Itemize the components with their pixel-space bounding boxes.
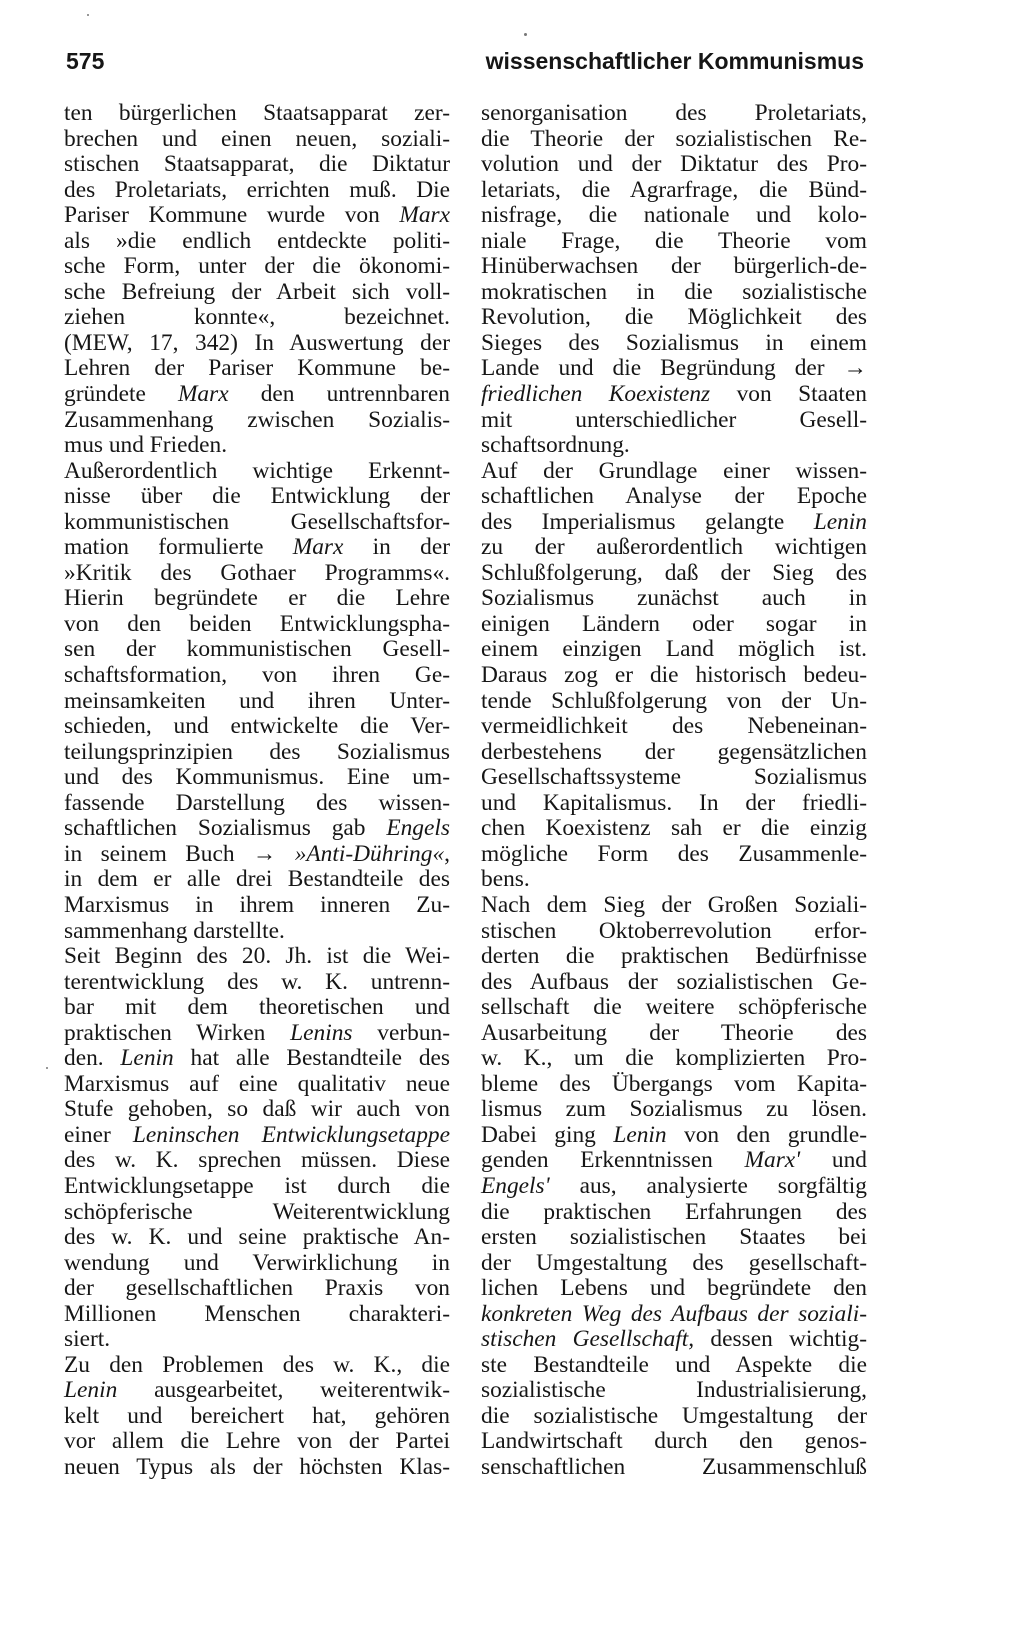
text-segment: hat alle Bestandteile des xyxy=(173,1045,451,1072)
text-segment: Gesellschaftssysteme Sozialismus xyxy=(481,764,867,791)
italic-text: Marx xyxy=(177,381,229,408)
text-segment: zu der außerordentlich wichtigen xyxy=(481,534,867,561)
text-segment: der gesellschaftlichen Praxis von xyxy=(64,1275,450,1302)
text-segment: brechen und einen neuen, soziali- xyxy=(64,125,450,152)
text-segment: stischen Staatsapparat, die Diktatur xyxy=(64,151,450,178)
italic-text: Lenin xyxy=(613,1121,667,1148)
text-segment: terentwicklung des w. K. untrenn- xyxy=(64,968,450,995)
italic-text: »Anti-Dühring« xyxy=(294,840,445,867)
text-line xyxy=(64,1429,450,1455)
italic-text: stischen Gesellschaft, xyxy=(481,1326,695,1353)
text-segment: ersten sozialistischen Staates bei xyxy=(481,1224,867,1251)
text-segment: den. xyxy=(64,1045,121,1072)
text-segment: die praktischen Erfahrungen des xyxy=(481,1198,867,1225)
text-segment: Hierin begründete er die Lehre xyxy=(64,585,450,612)
text-line xyxy=(64,842,450,868)
text-line xyxy=(64,740,450,766)
text-segment: aus, analysierte sorgfältig xyxy=(549,1172,867,1199)
scan-speck xyxy=(87,14,89,16)
text-segment: in seinem Buch → xyxy=(64,840,295,867)
text-segment: des Proletariats, errichten muß. Die xyxy=(64,176,450,203)
text-line xyxy=(64,459,450,485)
text-line xyxy=(481,1148,867,1174)
text-line xyxy=(481,1276,867,1302)
text-segment: verbun- xyxy=(352,1019,450,1046)
text-segment: Seit Beginn des 20. Jh. ist die Wei- xyxy=(64,943,450,970)
text-line xyxy=(64,229,450,255)
text-line xyxy=(481,995,867,1021)
text-segment: genden Erkenntnissen xyxy=(481,1147,745,1174)
text-line xyxy=(481,689,867,715)
text-segment: niale Frage, die Theorie vom xyxy=(481,227,867,254)
text-line xyxy=(481,1404,867,1430)
text-segment: schaftsformation, von ihren Ge- xyxy=(64,662,450,689)
italic-text: Engels xyxy=(386,815,450,842)
text-line xyxy=(64,612,450,638)
text-line xyxy=(481,919,867,945)
text-segment: letariats, die Agrarfrage, die Bünd- xyxy=(481,176,867,203)
text-line xyxy=(481,561,867,587)
text-line xyxy=(64,510,450,536)
text-line xyxy=(481,714,867,740)
text-segment: derbestehens der gegensätzlichen xyxy=(481,738,867,765)
text-segment: , xyxy=(444,840,450,867)
text-line xyxy=(64,791,450,817)
text-line xyxy=(481,356,867,382)
text-line xyxy=(64,203,450,229)
text-segment: des w. K. sprechen müssen. Diese xyxy=(64,1147,450,1174)
text-segment: mation formulierte xyxy=(64,534,293,561)
text-line xyxy=(481,484,867,510)
text-line xyxy=(481,254,867,280)
text-line xyxy=(481,382,867,408)
text-line xyxy=(481,1225,867,1251)
text-segment: ziehen konnte«, bezeichnet. xyxy=(64,304,450,331)
text-line xyxy=(64,816,450,842)
text-line xyxy=(64,765,450,791)
text-segment: lichen Lebens und begründete den xyxy=(481,1275,867,1302)
text-line xyxy=(481,510,867,536)
text-line xyxy=(481,535,867,561)
text-line xyxy=(64,280,450,306)
italic-text: Marx xyxy=(399,202,450,229)
text-segment: einem einzigen Land möglich ist. xyxy=(481,636,867,663)
text-segment: Zu den Problemen des w. K., die xyxy=(64,1351,450,1378)
text-line xyxy=(64,1148,450,1174)
text-segment: lismus zum Sozialismus zu lösen. xyxy=(481,1096,867,1123)
text-segment: des Imperialismus gelangte xyxy=(481,508,814,535)
text-line xyxy=(64,893,450,919)
text-line xyxy=(481,331,867,357)
text-line xyxy=(64,1276,450,1302)
text-segment: schöpferische Weiterentwicklung xyxy=(64,1198,450,1225)
text-segment: schaftlichen Sozialismus gab xyxy=(64,815,387,842)
text-line xyxy=(481,1251,867,1277)
text-segment: kelt und bereichert hat, gehören xyxy=(64,1402,450,1429)
text-line xyxy=(481,305,867,331)
text-segment: w. K., um die komplizierten Pro- xyxy=(481,1045,867,1072)
text-segment: derten die praktischen Bedürfnisse xyxy=(481,943,867,970)
text-segment: wendung und Verwirklichung in xyxy=(64,1249,450,1276)
text-line xyxy=(481,944,867,970)
text-line xyxy=(481,1353,867,1379)
text-line xyxy=(64,919,450,945)
italic-text: Engels' xyxy=(481,1172,550,1199)
text-line xyxy=(64,1072,450,1098)
text-line xyxy=(64,1327,450,1353)
text-line xyxy=(64,1123,450,1149)
text-line xyxy=(64,178,450,204)
text-segment: kommunistischen Gesellschaftsfor- xyxy=(64,508,450,535)
text-line xyxy=(481,893,867,919)
text-segment: Lehren der Pariser Kommune be- xyxy=(64,355,450,382)
text-segment: Dabei ging xyxy=(481,1121,614,1148)
text-line xyxy=(64,331,450,357)
text-line xyxy=(481,203,867,229)
text-line xyxy=(64,1174,450,1200)
text-segment: des Aufbaus der sozialistischen Ge- xyxy=(481,968,867,995)
text-segment: neuen Typus als der höchsten Klas- xyxy=(64,1453,450,1480)
text-segment: teilungsprinzipien des Sozialismus xyxy=(64,738,450,765)
text-line xyxy=(481,433,867,459)
text-line xyxy=(481,1429,867,1455)
text-segment: stischen Oktoberrevolution erfor- xyxy=(481,917,867,944)
text-line xyxy=(481,765,867,791)
text-line xyxy=(481,101,867,127)
text-line xyxy=(481,1174,867,1200)
text-line xyxy=(481,459,867,485)
italic-text: friedlichen Koexistenz xyxy=(481,381,711,408)
text-line xyxy=(481,740,867,766)
text-segment: sen der kommunistischen Gesell- xyxy=(64,636,450,663)
italic-text: Marx' xyxy=(744,1147,801,1174)
text-line xyxy=(64,1200,450,1226)
text-segment: schaftlichen Analyse der Epoche xyxy=(481,483,867,510)
text-segment: siert. xyxy=(64,1326,111,1353)
text-segment: Daraus zog er die historisch bedeu- xyxy=(481,662,867,689)
text-line xyxy=(481,1378,867,1404)
text-line xyxy=(64,305,450,331)
text-segment: mit unterschiedlicher Gesell- xyxy=(481,406,867,433)
text-segment: schaftsordnung. xyxy=(481,432,630,459)
text-segment: Lande und die Begründung der → xyxy=(481,355,867,382)
text-line xyxy=(481,1046,867,1072)
italic-text: Lenin xyxy=(813,508,867,535)
text-line xyxy=(64,995,450,1021)
text-segment: Sozialismus zunächst auch in xyxy=(481,585,867,612)
text-segment: Entwicklungsetappe ist durch die xyxy=(64,1172,450,1199)
text-segment: Marxismus in ihrem inneren Zu- xyxy=(64,891,450,918)
text-segment: dessen wichtig- xyxy=(694,1326,867,1353)
page-header xyxy=(66,48,864,84)
text-segment: Landwirtschaft durch den genos- xyxy=(481,1428,867,1455)
italic-text: Lenin xyxy=(64,1377,118,1404)
scan-speck xyxy=(46,1067,48,1069)
text-segment: in der xyxy=(343,534,450,561)
italic-text: Lenins xyxy=(290,1019,353,1046)
text-line xyxy=(64,535,450,561)
text-segment: Zusammenhang zwischen Sozialis- xyxy=(64,406,450,433)
text-segment: den untrennbaren xyxy=(228,381,450,408)
text-segment: sellschaft die weitere schöpferische xyxy=(481,994,867,1021)
text-line xyxy=(64,408,450,434)
text-segment: Stufe gehoben, so daß wir auch von xyxy=(64,1096,450,1123)
running-head: wissenschaftlicher Kommunismus xyxy=(485,48,864,74)
scan-speck xyxy=(524,33,527,36)
text-segment: Sieges des Sozialismus in einem xyxy=(481,329,867,356)
text-segment: mus und Frieden. xyxy=(64,432,228,459)
text-segment: in dem er alle drei Bestandteile des xyxy=(64,866,450,893)
text-segment: volution und der Diktatur des Pro- xyxy=(481,151,867,178)
text-line xyxy=(481,280,867,306)
text-line xyxy=(64,561,450,587)
text-segment: vor allem die Lehre von der Partei xyxy=(64,1428,450,1455)
text-segment: als »die endlich entdeckte politi- xyxy=(64,227,450,254)
text-segment: tende Schlußfolgerung von der Un- xyxy=(481,687,867,714)
text-segment: nisse über die Entwicklung der xyxy=(64,483,450,510)
text-segment: senorganisation des Proletariats, xyxy=(481,100,867,126)
text-line xyxy=(64,1225,450,1251)
text-segment: schieden, und entwickelte die Ver- xyxy=(64,713,450,740)
text-line xyxy=(64,1378,450,1404)
text-line xyxy=(481,178,867,204)
text-segment: Millionen Menschen charakteri- xyxy=(64,1300,450,1327)
text-line xyxy=(64,1455,450,1481)
text-column-right xyxy=(481,101,867,1481)
text-segment: des w. K. und seine praktische An- xyxy=(64,1224,450,1251)
text-segment: Revolution, die Möglichkeit des xyxy=(481,304,867,331)
text-line xyxy=(64,1353,450,1379)
text-line xyxy=(64,714,450,740)
text-line xyxy=(64,433,450,459)
text-segment: und Kapitalismus. In der friedli- xyxy=(481,789,867,816)
text-segment: meinsamkeiten und ihren Unter- xyxy=(64,687,450,714)
text-line xyxy=(481,637,867,663)
text-line xyxy=(481,1123,867,1149)
page-number: 575 xyxy=(66,48,105,74)
text-segment: die sozialistische Umgestaltung der xyxy=(481,1402,867,1429)
text-segment: senschaftlichen Zusammenschluß xyxy=(481,1453,867,1480)
text-line xyxy=(64,101,450,127)
text-line xyxy=(64,127,450,153)
text-segment: die Theorie der sozialistischen Re- xyxy=(481,125,867,152)
text-segment: einigen Ländern oder sogar in xyxy=(481,610,867,637)
text-line xyxy=(481,1327,867,1353)
text-segment: bleme des Übergangs vom Kapita- xyxy=(481,1070,867,1097)
text-segment: Außerordentlich wichtige Erkennt- xyxy=(64,457,450,484)
text-segment: von Staaten xyxy=(710,381,867,408)
text-segment: Pariser Kommune wurde von xyxy=(64,202,400,229)
text-line xyxy=(481,663,867,689)
text-segment: einer xyxy=(64,1121,133,1148)
text-segment: chen Koexistenz sah er die einzig xyxy=(481,815,867,842)
text-line xyxy=(481,842,867,868)
text-line xyxy=(64,484,450,510)
text-segment: praktischen Wirken xyxy=(64,1019,291,1046)
text-line xyxy=(64,254,450,280)
text-line xyxy=(64,1404,450,1430)
text-segment: von den beiden Entwicklungspha- xyxy=(64,610,450,637)
text-line xyxy=(64,1097,450,1123)
text-segment: fassende Darstellung des wissen- xyxy=(64,789,450,816)
text-line xyxy=(481,152,867,178)
text-line xyxy=(481,229,867,255)
text-segment: ten bürgerlichen Staatsapparat zer- xyxy=(64,100,450,126)
text-line xyxy=(64,356,450,382)
text-line xyxy=(481,970,867,996)
text-line xyxy=(64,944,450,970)
italic-text: Leninschen Entwicklungsetappe xyxy=(132,1121,450,1148)
text-line xyxy=(481,1455,867,1481)
text-line xyxy=(64,637,450,663)
text-segment: vermeidlichkeit des Nebeneinan- xyxy=(481,713,867,740)
text-line xyxy=(481,127,867,153)
text-segment: von den grundle- xyxy=(666,1121,867,1148)
text-line xyxy=(481,1200,867,1226)
text-line xyxy=(481,816,867,842)
italic-text: Lenin xyxy=(120,1045,174,1072)
text-segment: nisfrage, die nationale und kolo- xyxy=(481,202,867,229)
text-line xyxy=(481,1072,867,1098)
text-segment: der Umgestaltung des gesellschaft- xyxy=(481,1249,867,1276)
text-segment: mögliche Form des Zusammenle- xyxy=(481,840,867,867)
text-segment: sammenhang darstellte. xyxy=(64,917,285,944)
text-line xyxy=(481,1097,867,1123)
text-line xyxy=(64,382,450,408)
text-line xyxy=(481,791,867,817)
text-segment: ste Bestandteile und Aspekte die xyxy=(481,1351,867,1378)
text-segment: Auf der Grundlage einer wissen- xyxy=(481,457,867,484)
text-line xyxy=(64,1302,450,1328)
text-line xyxy=(481,612,867,638)
text-line xyxy=(481,1302,867,1328)
text-line xyxy=(64,586,450,612)
text-line xyxy=(64,689,450,715)
text-segment: gründete xyxy=(64,381,178,408)
text-segment: »Kritik des Gothaer Programms«. xyxy=(64,559,450,586)
text-line xyxy=(64,1021,450,1047)
text-segment: Marxismus auf eine qualitativ neue xyxy=(64,1070,450,1097)
text-line xyxy=(64,663,450,689)
text-line xyxy=(481,586,867,612)
text-line xyxy=(64,867,450,893)
text-segment: Hinüberwachsen der bürgerlich-de- xyxy=(481,253,867,280)
text-segment: sche Befreiung der Arbeit sich voll- xyxy=(64,278,450,305)
text-segment: ausgearbeitet, weiterentwik- xyxy=(117,1377,450,1404)
text-segment: bens. xyxy=(481,866,530,893)
text-segment: und des Kommunismus. Eine um- xyxy=(64,764,450,791)
text-segment: und xyxy=(800,1147,867,1174)
text-column-left xyxy=(64,101,450,1481)
text-segment: (MEW, 17, 342) In Auswertung der xyxy=(64,329,450,356)
text-line xyxy=(64,152,450,178)
text-segment: sche Form, unter der die ökonomi- xyxy=(64,253,450,280)
text-segment: bar mit dem theoretischen und xyxy=(64,994,450,1021)
text-segment: mokratischen in die sozialistische xyxy=(481,278,867,305)
text-segment: Nach dem Sieg der Großen Soziali- xyxy=(481,891,867,918)
text-segment: Ausarbeitung der Theorie des xyxy=(481,1019,867,1046)
text-segment: sozialistische Industrialisierung, xyxy=(481,1377,867,1404)
text-line xyxy=(64,970,450,996)
italic-text: Marx xyxy=(292,534,344,561)
text-line xyxy=(481,867,867,893)
text-line xyxy=(64,1251,450,1277)
text-line xyxy=(64,1046,450,1072)
text-line xyxy=(481,1021,867,1047)
italic-text: konkreten Weg des Aufbaus der soziali- xyxy=(481,1300,867,1327)
text-line xyxy=(481,408,867,434)
text-segment: Schlußfolgerung, daß der Sieg des xyxy=(481,559,867,586)
